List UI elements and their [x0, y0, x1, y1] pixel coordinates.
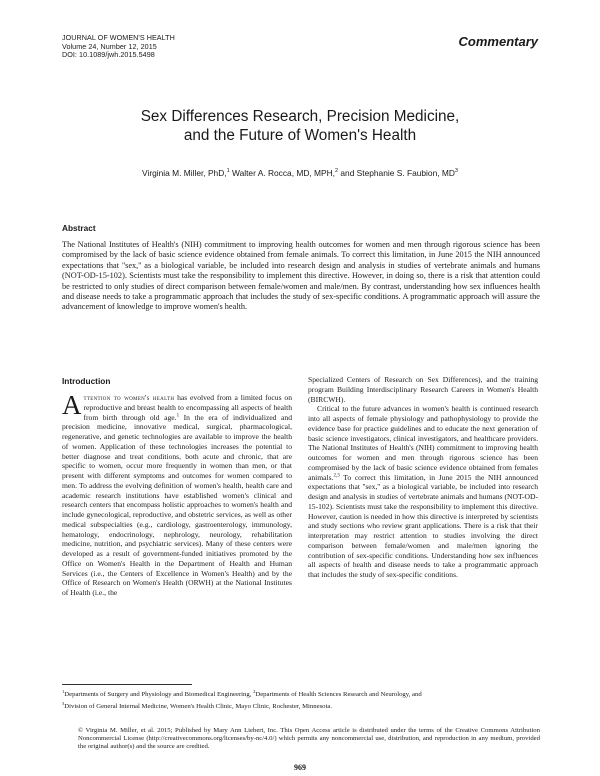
- author-affiliation-mark: 3: [454, 168, 458, 175]
- intro-paragraph-1: [62, 390, 292, 598]
- doi: DOI: 10.1089/jwh.2015.5498: [62, 50, 155, 60]
- paragraph-text: In the era of individualized and precision medicine, innovative medical, surgical, pharmacological, regenerative, and genetic technologies are available to improve the health of women. Application of these technologies increases the potential to better diagnose and treat conditions, both acute and chronic, that are specific to women, occur more frequently in women than men, or that present with different symptoms and outcomes for women compared to men. To address the evolving definition of women's health, health care and academic research institutions have established women's clinical and research centers that encompass holistic approaches to women's health and include gynecological, reproductive, and obstetric services, as well as other medical subspecialties (e.g., cardiology, gastroenterology, immunology, hematology, endocrinology, nephrology, neurology, rehabilitation medicine, nutrition, and psychiatric services). Many of these centers were developed as a result of government-funded initiatives promoted by the Office on Women's Health in the Department of Health and Human Services (i.e., the Centers of Excellence in Women's Health) and by the Office of Research on Women's Health (ORWH) at the National Institutes of Health (i.e., the: [62, 412, 292, 597]
- affiliation-line-2: [62, 700, 540, 712]
- abstract-text: The National Institutes of Health's (NIH) commitment to improving health outcomes for women and men through rigorous science has been compromised by the lack of basic science evidence obtained from female animals. To correct this limitation, in June 2015 the NIH announced expectations that ''sex,'' as a biological variable, be included into research design and analysis in studies of vertebrate animals and humans (NOT-OD-15-102). Scientists must take the responsibility to implement this directive. However, in doing so, there is a risk that attention could be restricted to only studies of direct comparison between female/women and male/men. By contrast, understanding how sex influences health and disease needs to take a programmatic approach that includes the study of sex-specific conditions. A programmatic approach will assure the advancement of knowledge to improve women's health.: [62, 240, 540, 312]
- affiliation-line-1: [62, 688, 540, 700]
- body-column-left: [62, 390, 292, 598]
- body-column-right: [308, 375, 538, 580]
- title-line-2: and the Future of Women's Health: [183, 127, 417, 144]
- journal-info: [62, 34, 175, 60]
- author-affiliation-mark: 1: [226, 168, 230, 175]
- affiliation-text: Departments of Health Sciences Research and Neurology, and: [255, 691, 422, 699]
- affiliation-mark: 1: [62, 689, 65, 694]
- intro-paragraph-2: [308, 404, 538, 580]
- author-name: Walter A. Rocca, MD, MPH,: [231, 168, 335, 178]
- volume-issue: Volume 24, Number 12, 2015: [62, 41, 157, 51]
- lead-smallcaps: ttention to women's health: [83, 393, 175, 402]
- drop-cap: A: [62, 390, 82, 420]
- title-line-1: Sex Differences Research, Precision Medicine,: [140, 108, 460, 125]
- affiliation-mark: 2: [253, 689, 256, 694]
- author-name: Virginia M. Miller, PhD,: [142, 168, 227, 178]
- license-notice: © Virginia M. Miller, et al. 2015; Published by Mary Ann Liebert, Inc. This Open Access article is distributed under the terms of the Creative Commons Attribution Noncommercial License (http://creativecommons.org/licenses/by-nc/4.0/) which permits any noncommercial use, distribution, and reproduction in any medium, provided the original author(s) and the source are credited.: [78, 727, 540, 751]
- journal-name: JOURNAL OF WOMEN'S HEALTH: [62, 33, 175, 42]
- affiliations: [62, 688, 540, 711]
- section-label: Commentary: [458, 34, 538, 49]
- abstract-heading: Abstract: [62, 223, 96, 233]
- author-name: and Stephanie S. Faubion, MD: [340, 168, 455, 178]
- paragraph-text: has evolved from a limited focus on reproductive and breast health to encompassing all aspects of health from birth through old age.: [83, 393, 292, 422]
- paragraph-text: Critical to the future advances in women's health is continued research into all aspects of female physiology and pathophysiology to provide the evidence base for practice guidelines and to educate the next generation of basic science investigators, clinical investigators, and healthcare providers. The National Institutes of Health's (NIH) commitment to improving health outcomes for women and men through rigorous science has been compromised by the lack of basic science evidence obtained from females animals.: [308, 404, 538, 482]
- affiliation-text: Division of General Internal Medicine, Women's Health Clinic, Mayo Clinic, Rochester, Minnesota.: [64, 702, 333, 710]
- author-affiliation-mark: 2: [334, 168, 339, 175]
- intro-paragraph-continued: Specialized Centers of Research on Sex Differences), and the training program Building Interdisciplinary Research Careers in Women's Health (BIRCWH).: [308, 375, 538, 404]
- paragraph-text: To correct this limitation, in June 2015 the NIH announced expectations that ''sex,'' as a biological variable, be included into research design and analysis in studies of vertebrate animals and humans (NOT-OD-15-102). Scientists must take the responsibility to implement this directive. However, caution is needed in how this directive is interpreted by scientists and study sections who review grant applications. There is a risk that their interpretation may restrict attention to studies involving the direct comparison between female/women and male/men ignoring the contribution of sex-specific conditions. Understanding how sex influences all aspects of health and disease needs to take a programmatic approach that includes the study of sex-specific conditions.: [308, 472, 538, 579]
- article-title: [0, 107, 600, 145]
- page-number: 969: [294, 763, 306, 772]
- citation-ref: 2,3: [333, 472, 340, 478]
- affiliation-text: Departments of Surgery and Physiology and Biomedical Engineering,: [64, 691, 252, 699]
- footnote-rule: [62, 684, 192, 685]
- citation-ref: 1: [176, 412, 180, 418]
- author-list: [0, 168, 600, 178]
- affiliation-mark: 3: [62, 700, 65, 706]
- introduction-heading: Introduction: [62, 376, 111, 386]
